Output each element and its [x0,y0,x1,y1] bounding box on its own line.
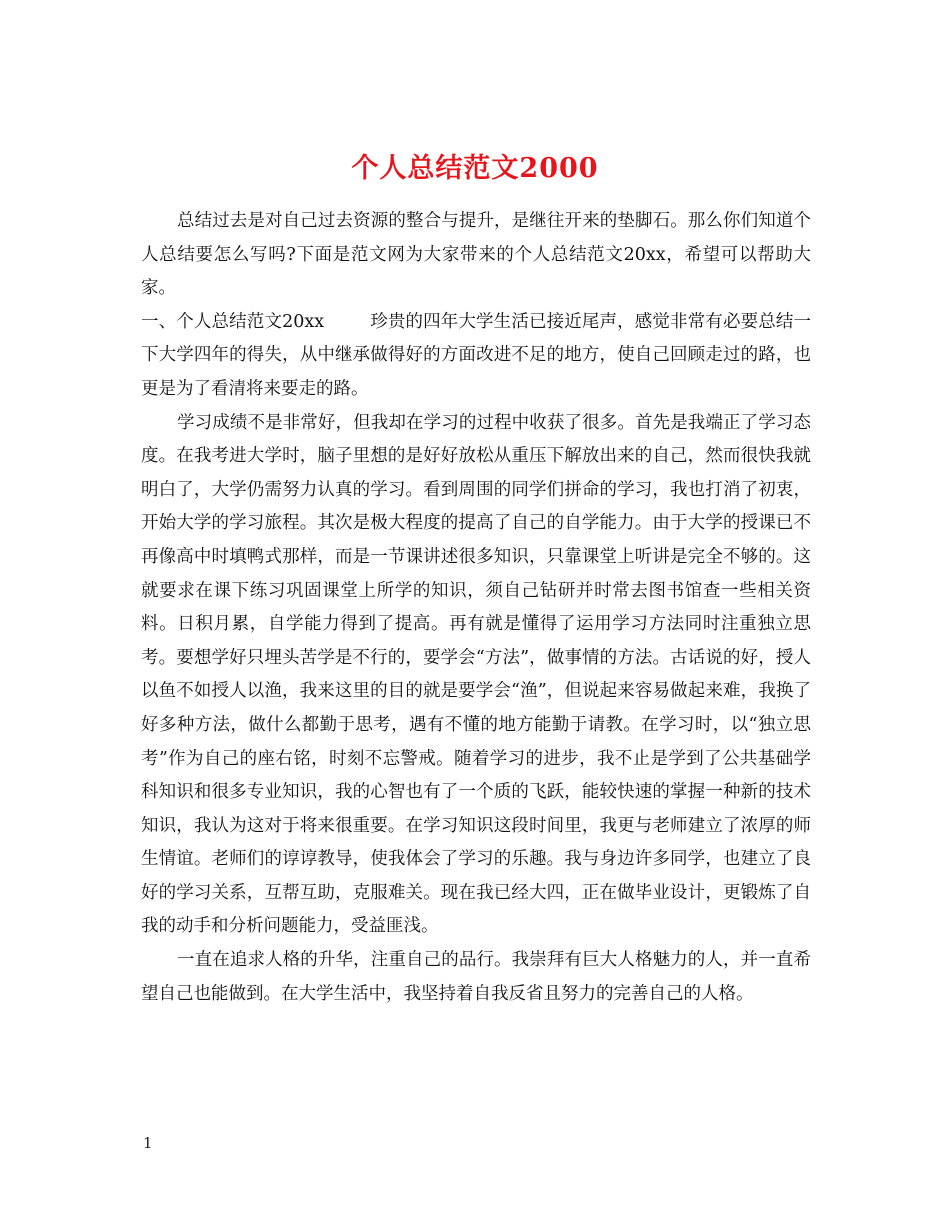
section-1-text: 珍贵的四年大学生活已接近尾声，感觉非常有必要总结一下大学四年的得失，从中继承做得好的方面改进不足的地方，使自己回顾走过的路，也更是为了看清将来要走的路。 [141,311,811,399]
intro-paragraph: 总结过去是对自己过去资源的整合与提升，是继往开来的垫脚石。那么你们知道个人总结要怎么写吗?下面是范文网为大家带来的个人总结范文20xx，希望可以帮助大家。 [141,211,811,299]
document-title: 个人总结范文2000 [351,153,599,185]
document-body [141,205,811,1011]
body-paragraph-3: 一直在追求人格的升华，注重自己的品行。我崇拜有巨大人格魅力的人，并一直希望自己也能做到。在大学生活中，我坚持着自我反省且努力的完善自己的人格。 [141,950,811,1004]
section-1-paragraph [141,306,811,407]
page-number: 1 [143,1134,153,1152]
section-1-heading: 一、个人总结范文20xx [141,311,325,332]
body-paragraph-2: 学习成绩不是非常好，但我却在学习的过程中收获了很多。首先是我端正了学习态度。在我考进大学时，脑子里想的是好好放松从重压下解放出来的自己，然而很快我就明白了，大学仍需努力认真的学习。看到周围的同学们拼命的学习，我也打消了初衷，开始大学的学习旅程。其次是极大程度的提高了自己的自学能力。由于大学的授课已不再像高中时填鸭式那样，而是一节课讲述很多知识，只靠课堂上听讲是完全不够的。这就要求在课下练习巩固课堂上所学的知识，须自己钻研并时常去图书馆查一些相关资料。日积月累，自学能力得到了提高。再有就是懂得了运用学习方法同时注重独立思考。要想学好只埋头苦学是不行的，要学会“方法”，做事情的方法。古话说的好，授人以鱼不如授人以渔，我来这里的目的就是要学会“渔”，但说起来容易做起来难，我换了好多种方法，做什么都勤于思考，遇有不懂的地方能勤于请教。在学习时，以“独立思考”作为自己的座右铭，时刻不忘警戒。随着学习的进步，我不止是学到了公共基础学科知识和很多专业知识，我的心智也有了一个质的飞跃，能较快速的掌握一种新的技术知识，我认为这对于将来很重要。在学习知识这段时间里，我更与老师建立了浓厚的师生情谊。老师们的谆谆教导，使我体会了学习的乐趣。我与身边许多同学，也建立了良好的学习关系，互帮互助，克服难关。现在我已经大四，正在做毕业设计，更锻炼了自我的动手和分析问题能力，受益匪浅。 [141,412,811,937]
